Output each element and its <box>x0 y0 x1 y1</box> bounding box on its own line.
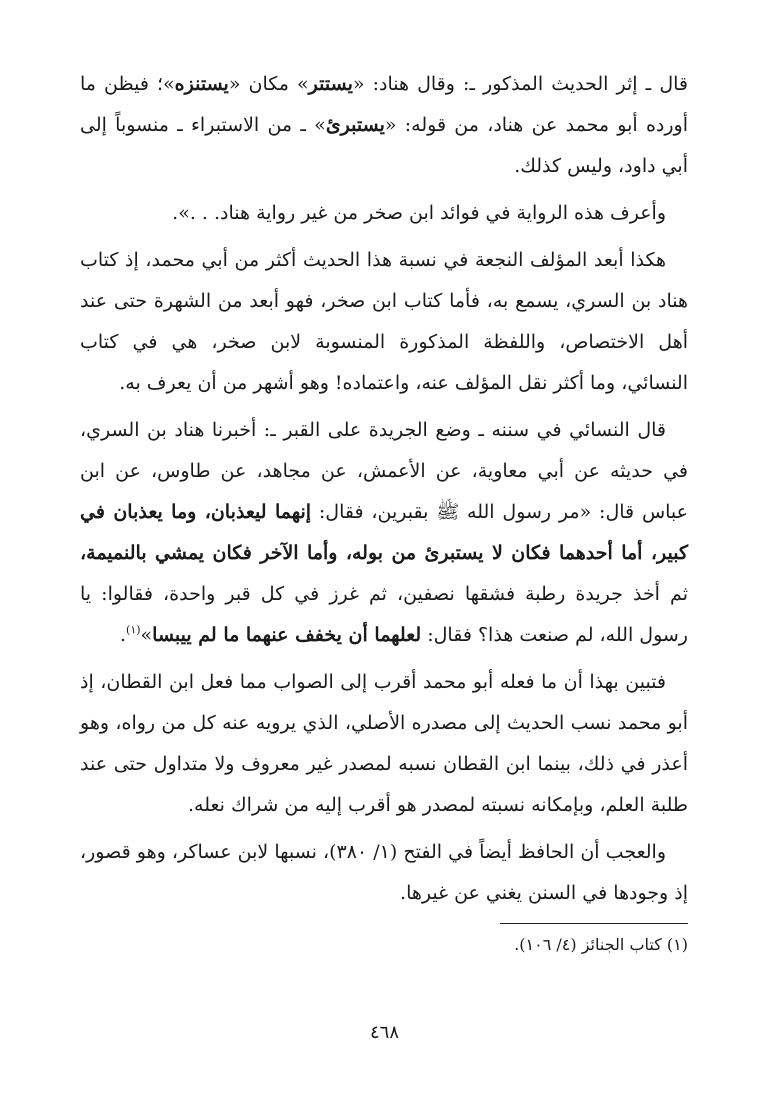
text-run: قال النسائي في سننه ـ وضع الجريدة على القبر ـ: أخبرنا هناد بن السري، في حديثه عن أبي معاوية، عن الأعمش، عن مجاهد، عن طاوس، عن ابن عباس قال: «مر رسول الله ﷺ بقبرين، فقال: <box>80 419 688 523</box>
footnote-ref: (١) <box>126 623 141 637</box>
text-run: »؛ فيظن ما أورده أبو محمد عن هناد، من قوله: « <box>80 73 688 136</box>
text-run: » <box>140 624 153 646</box>
bold-text: يستبرئ <box>325 114 385 136</box>
bold-text: إنهما ليعذبان، وما يعذبان في كبير، أما أحدهما فكان لا يستبرئ من بوله، وأما الآخر فكان يمشي بالنميمة، <box>80 501 688 564</box>
footnote-separator <box>500 923 688 924</box>
paragraph-p3 <box>80 240 688 404</box>
text-run: ثم أخذ جريدة رطبة فشقها نصفين، ثم غرز في كل قبر واحدة، فقالوا: يا رسول الله، لم صنعت هذا؟ فقال: <box>80 583 688 646</box>
text-run: والعجب أن الحافظ أيضاً في الفتح (١/ ٣٨٠)، نسبها لابن عساكر، وهو قصور، إذ وجودها في السنن يغني عن غيرها. <box>80 841 688 904</box>
page-body <box>80 64 688 920</box>
paragraph-p2 <box>80 193 688 234</box>
bold-text: لعلهما أن يخفف عنهما ما لم ييبسا <box>152 624 422 646</box>
text-run: فتبين بهذا أن ما فعله أبو محمد أقرب إلى الصواب مما فعل ابن القطان، إذ أبو محمد نسب الحديث إلى مصدره الأصلي، الذي يرويه عنه كل من رواه، وهو أعذر في ذلك، بينما ابن القطان نسبه لمصدر غير معروف ولا متداول حتى عند طلبة العلم، وبإمكانه نسبته لمصدر هو أقرب إليه من شراك نعله. <box>80 671 688 816</box>
page-number: ٤٦٨ <box>369 1022 399 1043</box>
paragraph-p1 <box>80 64 688 187</box>
paragraph-p6 <box>80 832 688 914</box>
text-run: وأعرف هذه الرواية في فوائد ابن صخر من غير رواية هناد. . .». <box>172 202 666 224</box>
bold-text: يستتر <box>308 73 353 95</box>
bold-text: يستنزه <box>174 73 229 95</box>
text-run: » مكان « <box>228 73 309 95</box>
text-run: . <box>119 624 127 646</box>
paragraph-p5 <box>80 662 688 826</box>
footnote: (١) كتاب الجنائز (٤/ ١٠٦). <box>514 935 688 954</box>
text-run: هكذا أبعد المؤلف النجعة في نسبة هذا الحديث أكثر من أبي محمد، إذ كتاب هناد بن السري، يسمع به، فأما كتاب ابن صخر، فهو أبعد من الشهرة حتى عند أهل الاختصاص، واللفظة المذكورة المنسوبة لابن صخر، هي في كتاب النسائي، وما أكثر نقل المؤلف عنه، واعتماده! وهو أشهر من أن يعرف به. <box>80 249 688 394</box>
text-run: » ـ من الاستبراء ـ منسوباً إلى أبي داود، وليس كذلك. <box>80 114 688 177</box>
paragraph-p4 <box>80 410 688 656</box>
text-run: قال ـ إثر الحديث المذكور ـ: وقال هناد: « <box>352 73 688 95</box>
